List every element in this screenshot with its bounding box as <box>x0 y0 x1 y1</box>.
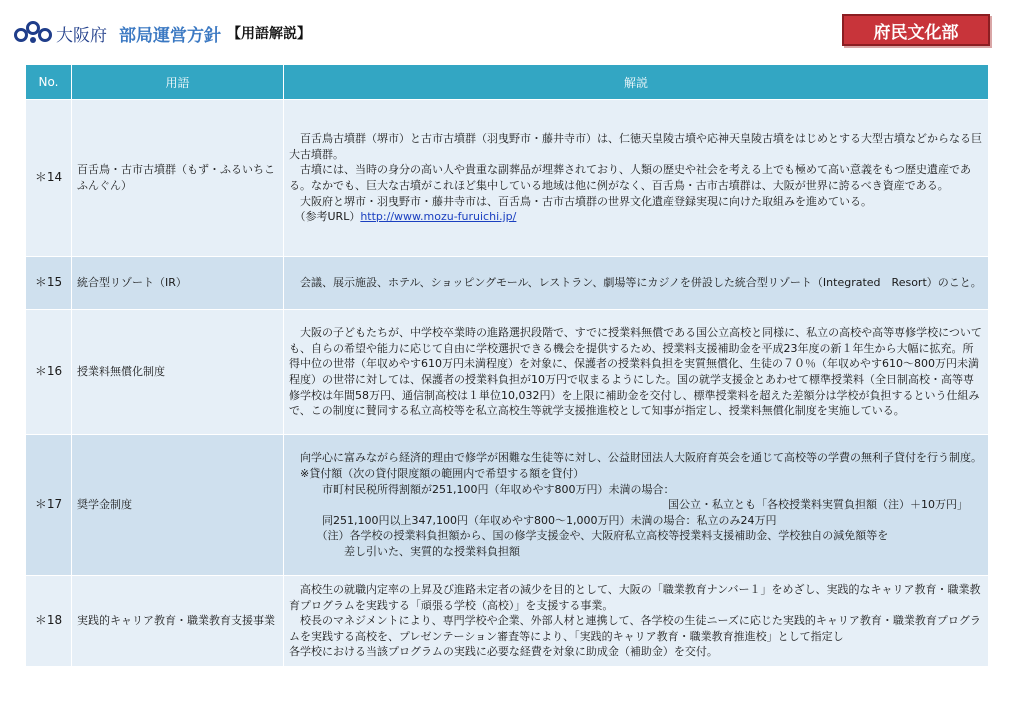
row-term: 統合型リゾート（IR） <box>72 257 284 310</box>
desc-paragraph: 市町村民税所得割額が251,100円（年収めやす800万円）未満の場合： <box>289 482 675 496</box>
row-number: ＊18 <box>26 576 72 667</box>
desc-paragraph: 差し引いた、実質的な授業料負担額 <box>289 544 520 558</box>
row-number: ＊15 <box>26 257 72 310</box>
column-header-no: No. <box>26 65 72 100</box>
desc-paragraph: 百舌鳥古墳群（堺市）と古市古墳群（羽曳野市・藤井寺市）は、仁徳天皇陵古墳や応神天皇陵古墳をはじめとする大型古墳などからなる巨大古墳群。 <box>289 132 982 161</box>
table-row <box>26 435 989 576</box>
desc-paragraph: 高校生の就職内定率の上昇及び進路未定者の減少を目的として、大阪の「職業教育ナンバー１」をめざし、実践的なキャリア教育・職業教育プログラムを実践する「頑張る学校（高校）」を支援する事業。 <box>289 583 981 612</box>
row-term: 授業料無償化制度 <box>72 310 284 435</box>
row-number: ＊16 <box>26 310 72 435</box>
row-description <box>284 100 989 257</box>
page-header <box>14 18 311 48</box>
row-term: 実践的キャリア教育・職業教育支援事業 <box>72 576 284 667</box>
reference-link[interactable]: http://www.mozu-furuichi.jp/ <box>360 210 517 224</box>
row-description <box>284 310 989 435</box>
desc-paragraph: （注）各学校の授業料負担額から、国の修学支援金や、大阪府私立高校等授業料支援補助金、学校独自の減免額等を <box>289 529 889 543</box>
page-subtitle: 【用語解説】 <box>227 26 311 42</box>
row-description <box>284 257 989 310</box>
org-name: 大阪府 <box>56 25 107 46</box>
table-header-row <box>26 65 989 100</box>
desc-paragraph: 大阪府と堺市・羽曳野市・藤井寺市は、百舌鳥・古市古墳群の世界文化遺産登録実現に向けた取組みを進めている。 <box>289 194 872 208</box>
desc-paragraph: 古墳には、当時の身分の高い人や貴重な副葬品が埋葬されており、人類の歴史や社会を考える上でも極めて高い意義をもつ歴史遺産である。なかでも、巨大な古墳がこれほど集中している地域は他に例がなく、百舌鳥・古市古墳群は、大阪が世界に誇るべき資産である。 <box>289 163 971 192</box>
column-header-desc: 解説 <box>284 65 989 100</box>
reference-line <box>289 209 982 225</box>
table-row <box>26 310 989 435</box>
desc-paragraph: 大阪の子どもたちが、中学校卒業時の進路選択段階で、すでに授業料無償である国公立高校と同様に、私立の高校や高等専修学校についても、自らの希望や能力に応じて自由に学校選択できる機会を提供するため、授業料支援補助金を平成23年度の新１年生から大幅に拡充。所得中位の世帯（年収めやす610万円未満程度）を対象に、保護者の授業料負担を実質無償化、生徒の７０％（年収めやす610～800万円未満程度）の世帯に対しては、保護者の授業料負担が10万円で収まるようにした。国の就学支援金とあわせて標準授業料（全日制高校・高等専修学校は年間58万円、通信制高校は１単位10,032円）を上限に補助金を交付し、標準授業料を超えた差額分は学校が負担するという仕組みで、この制度に賛同する私立高校等を私立高校生等就学支援推進校として知事が指定し、授業料無償化制度を実施している。 <box>289 326 982 418</box>
reference-label: （参考URL） <box>289 210 361 224</box>
desc-paragraph: 向学心に富みながら経済的理由で修学が困難な生徒等に対し、公益財団法人大阪府育英会を通じて高校等の学費の無利子貸付を行う制度。 <box>289 451 982 465</box>
row-number: ＊14 <box>26 100 72 257</box>
row-description <box>284 435 989 576</box>
desc-paragraph: 国公立・私立とも「各校授業料実質負担額（注）＋10万円」 <box>668 498 968 512</box>
table-row <box>26 257 989 310</box>
department-badge: 府民文化部 <box>842 14 990 46</box>
table-row <box>26 576 989 667</box>
desc-paragraph: ※貸付額（次の貸付限度額の範囲内で希望する額を貸付） <box>289 467 585 481</box>
column-header-term: 用語 <box>72 65 284 100</box>
glossary-table <box>25 64 989 667</box>
desc-paragraph: 同251,100円以上347,100円（年収めやす800～1,000万円）未満の場合：私立のみ24万円 <box>289 513 777 527</box>
row-term: 百舌鳥・古市古墳群（もず・ふるいちこふんぐん） <box>72 100 284 257</box>
desc-paragraph: 校長のマネジメントにより、専門学校や企業、外部人材と連携して、各学校の生徒ニーズに応じた実践的キャリア教育・職業教育プログラムを実践する高校を、プレゼンテーション審査等により、「実践的キャリア教育・職業教育推進校」として指定し <box>289 614 981 643</box>
row-description <box>284 576 989 667</box>
table-row <box>26 100 989 257</box>
osaka-prefecture-logo-icon <box>14 20 52 46</box>
desc-paragraph: 各学校における当該プログラムの実践に必要な経費を対象に助成金（補助金）を交付。 <box>289 645 718 659</box>
desc-paragraph: 会議、展示施設、ホテル、ショッピングモール、レストラン、劇場等にカジノを併設した統合型リゾート（Integrated Resort）のこと。 <box>289 276 982 290</box>
row-term: 奨学金制度 <box>72 435 284 576</box>
row-number: ＊17 <box>26 435 72 576</box>
page-title: 部局運営方針 <box>119 25 221 46</box>
